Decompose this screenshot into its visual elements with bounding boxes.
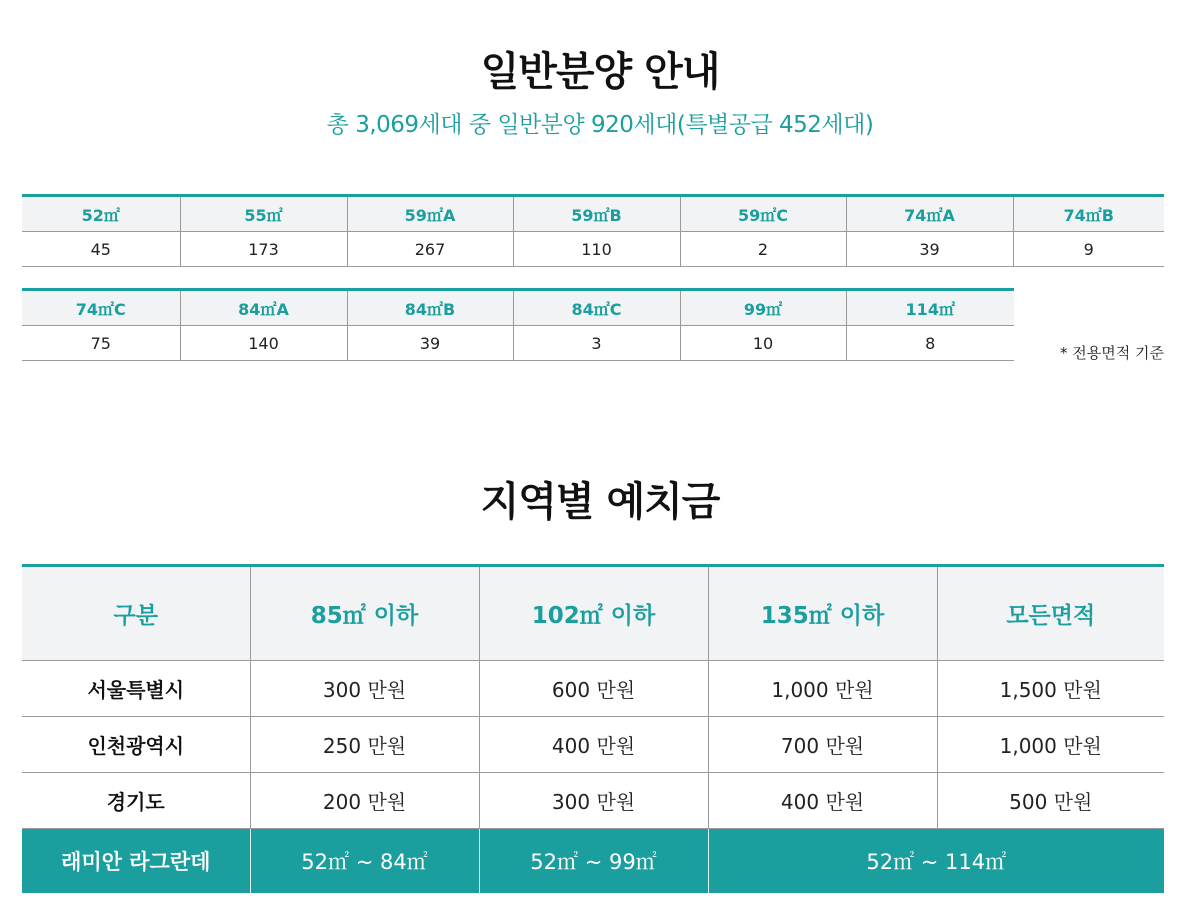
unit-type-header: 52㎡: [22, 196, 180, 232]
unit-count-cell: 39: [846, 232, 1013, 267]
area-range-cell: 52㎡ ~ 84㎡: [250, 829, 479, 894]
deposit-cell: 500 만원: [937, 773, 1164, 829]
unit-count-cell: 8: [846, 326, 1014, 361]
unit-count-cell: 45: [22, 232, 180, 267]
unit-count-cell: 9: [1013, 232, 1164, 267]
deposit-cell: 1,000 만원: [708, 661, 937, 717]
region-label: 인천광역시: [22, 717, 250, 773]
unit-count-cell: 140: [180, 326, 347, 361]
unit-count-cell: 2: [680, 232, 846, 267]
deposit-header-row: [22, 566, 1164, 661]
unit-type-header: 55㎡: [180, 196, 347, 232]
unit-type-header: 59㎡A: [347, 196, 513, 232]
area-85-header: 85㎡ 이하: [250, 566, 479, 661]
unit-count-cell: 39: [347, 326, 513, 361]
supply-title: 일반분양 안내: [480, 49, 720, 95]
unit-type-header: 59㎡C: [680, 196, 846, 232]
deposit-cell: 200 만원: [250, 773, 479, 829]
unit-count-cell: 3: [513, 326, 680, 361]
unit-type-header: 114㎡: [846, 290, 1014, 326]
deposit-cell: 1,000 만원: [937, 717, 1164, 773]
unit-count-cell: 173: [180, 232, 347, 267]
area-102-header: 102㎡ 이하: [479, 566, 708, 661]
area-basis-note: * 전용면적 기준: [1060, 344, 1164, 362]
all-area-header: 모든면적: [937, 566, 1164, 661]
supply-count-row: [22, 232, 1164, 267]
complex-name-label: 래미안 라그란데: [22, 829, 250, 894]
deposit-cell: 600 만원: [479, 661, 708, 717]
unit-type-header: 59㎡B: [513, 196, 680, 232]
unit-type-header: 84㎡A: [180, 290, 347, 326]
unit-count-cell: 110: [513, 232, 680, 267]
category-header: 구분: [22, 566, 250, 661]
unit-count-cell: 75: [22, 326, 180, 361]
unit-type-header: 74㎡B: [1013, 196, 1164, 232]
supply-count-row: [22, 326, 1014, 361]
deposit-cell: 300 만원: [479, 773, 708, 829]
deposit-title: 지역별 예치금: [480, 479, 720, 525]
region-label: 경기도: [22, 773, 250, 829]
table-row: [22, 773, 1164, 829]
supply-type-header-row: [22, 290, 1014, 326]
supply-type-header-row: [22, 196, 1164, 232]
unit-type-header: 84㎡C: [513, 290, 680, 326]
deposit-cell: 300 만원: [250, 661, 479, 717]
unit-type-header: 74㎡A: [846, 196, 1013, 232]
supply-table-row2: [22, 288, 1014, 361]
unit-count-cell: 267: [347, 232, 513, 267]
unit-type-header: 74㎡C: [22, 290, 180, 326]
table-row: [22, 661, 1164, 717]
highlight-row: [22, 829, 1164, 894]
deposit-table: [22, 564, 1164, 893]
unit-type-header: 99㎡: [680, 290, 846, 326]
area-range-cell: 52㎡ ~ 114㎡: [708, 829, 1164, 894]
region-label: 서울특별시: [22, 661, 250, 717]
area-135-header: 135㎡ 이하: [708, 566, 937, 661]
table-row: [22, 717, 1164, 773]
unit-count-cell: 10: [680, 326, 846, 361]
deposit-cell: 1,500 만원: [937, 661, 1164, 717]
deposit-cell: 400 만원: [708, 773, 937, 829]
deposit-cell: 700 만원: [708, 717, 937, 773]
deposit-cell: 250 만원: [250, 717, 479, 773]
deposit-cell: 400 만원: [479, 717, 708, 773]
supply-subtitle: 총 3,069세대 중 일반분양 920세대(특별공급 452세대): [326, 112, 874, 138]
area-range-cell: 52㎡ ~ 99㎡: [479, 829, 708, 894]
supply-table-row1: [22, 194, 1164, 267]
unit-type-header: 84㎡B: [347, 290, 513, 326]
